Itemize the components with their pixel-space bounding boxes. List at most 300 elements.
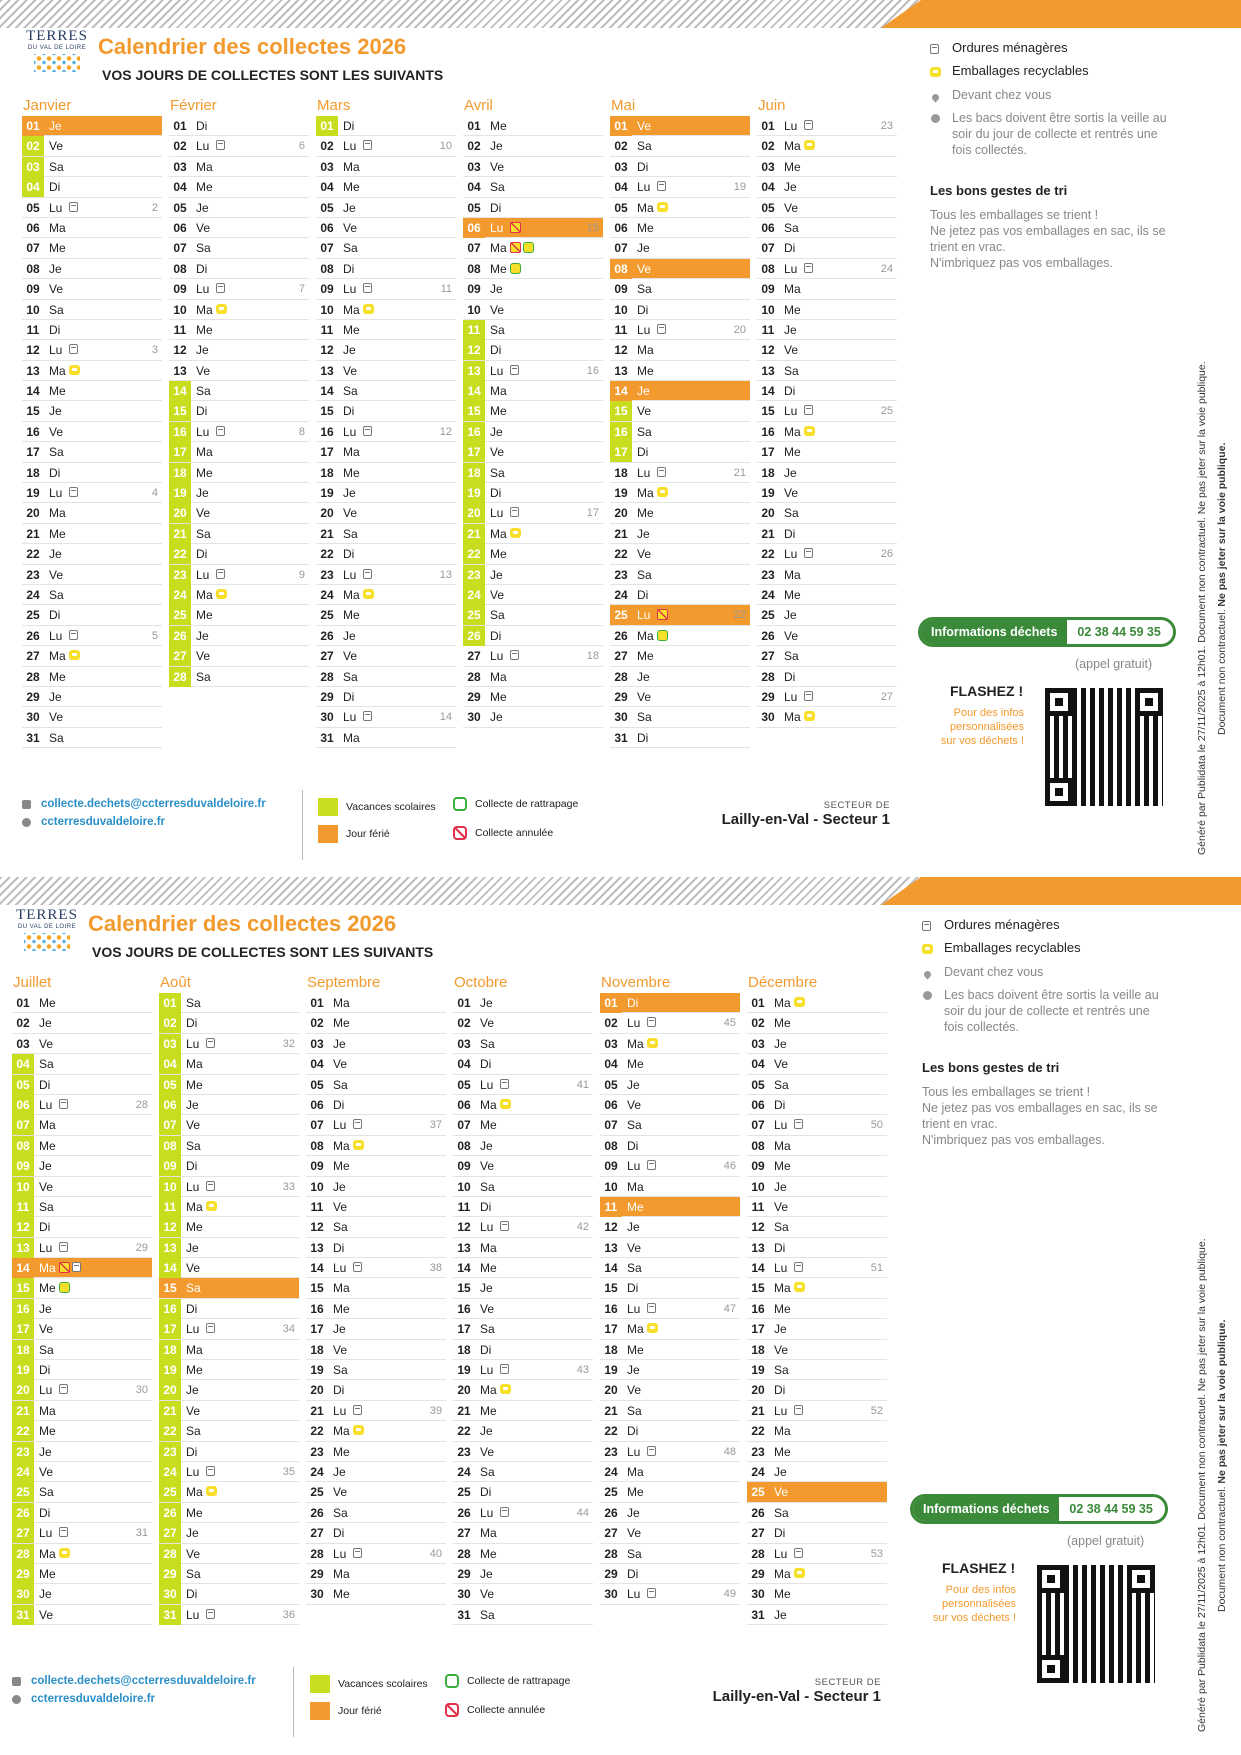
day-number: 24: [159, 1462, 181, 1482]
day-row: [22, 585, 162, 605]
day-row: [757, 238, 897, 258]
day-of-week: Ve: [784, 200, 799, 215]
day-of-week: Je: [343, 628, 356, 643]
day-of-week: Di: [627, 1424, 639, 1439]
day-of-week: Ve: [49, 139, 64, 154]
day-of-week: Ma: [39, 1546, 56, 1561]
day-number: 11: [614, 322, 628, 337]
day-of-week: Sa: [186, 996, 201, 1010]
bin-icon: [794, 1405, 803, 1415]
day-number: 11: [159, 1197, 181, 1217]
gestes-line: N'imbriquez pas vos emballages.: [930, 256, 1114, 270]
collection-icons: [59, 1282, 70, 1293]
day-number: 12: [614, 343, 628, 358]
day-of-week: Ma: [627, 1322, 644, 1337]
day-of-week: Ma: [637, 486, 654, 501]
day-of-week: Sa: [343, 526, 358, 541]
day-of-week: Ve: [637, 404, 652, 419]
day-number: 09: [310, 1159, 324, 1174]
day-row: [12, 1034, 152, 1054]
collection-icons: [353, 1140, 364, 1150]
day-number: 09: [26, 282, 40, 297]
day-row: [12, 1360, 152, 1380]
day-row: [12, 1482, 152, 1502]
day-number: 26: [614, 628, 628, 643]
day-number: 08: [751, 1138, 765, 1153]
month-column: [316, 96, 456, 748]
day-number: 26: [604, 1505, 618, 1520]
day-of-week: Lu: [196, 139, 210, 154]
day-of-week: Sa: [480, 1464, 495, 1479]
day-row: [159, 1258, 299, 1278]
day-of-week: Ma: [49, 649, 66, 664]
day-row: [453, 1503, 593, 1523]
day-of-week: Sa: [784, 649, 799, 664]
day-of-week: Di: [343, 689, 355, 704]
catchup-icon: [510, 263, 521, 274]
day-number: 02: [159, 1013, 181, 1033]
day-row: [757, 565, 897, 585]
day-number: 16: [751, 1301, 765, 1316]
day-number: 02: [310, 1016, 324, 1031]
day-number: 12: [159, 1217, 181, 1237]
day-number: 07: [320, 241, 334, 256]
day-of-week: Ve: [637, 119, 652, 133]
week-number: 9: [298, 568, 305, 581]
day-of-week: Ve: [480, 1016, 495, 1031]
day-row: [600, 993, 740, 1013]
day-of-week: Di: [480, 1485, 492, 1500]
day-row: [463, 381, 603, 401]
day-number: 03: [173, 159, 187, 174]
day-row: [610, 463, 750, 483]
day-of-week: Ma: [196, 302, 213, 317]
day-number: 20: [457, 1383, 471, 1398]
day-row: [169, 340, 309, 360]
day-row: [169, 585, 309, 605]
day-row: [757, 463, 897, 483]
day-number: 18: [463, 463, 485, 483]
day-row: [169, 667, 309, 687]
day-of-week: Di: [627, 1138, 639, 1153]
day-number: 05: [614, 200, 628, 215]
day-row: [600, 1340, 740, 1360]
day-number: 21: [26, 526, 40, 541]
legend-emballages: [930, 63, 1172, 80]
day-number: 17: [463, 442, 485, 462]
collection-icons: [59, 1548, 70, 1558]
vertical-note-b: Ne pas jeter sur la voie publique.: [1216, 1319, 1228, 1484]
day-row: [306, 1258, 446, 1278]
collection-icons: [657, 487, 668, 497]
day-number: 23: [604, 1444, 618, 1459]
day-number: 02: [22, 136, 44, 156]
day-of-week: Je: [784, 322, 797, 337]
day-row: [610, 524, 750, 544]
day-of-week: Ma: [333, 1566, 350, 1581]
day-number: 14: [12, 1258, 34, 1278]
bin-icon: [804, 120, 813, 130]
day-number: 19: [310, 1363, 324, 1378]
day-row: [453, 1217, 593, 1237]
day-row: [22, 565, 162, 585]
day-of-week: Je: [186, 1383, 199, 1398]
legend-right: [930, 40, 1172, 164]
day-number: 10: [26, 302, 40, 317]
day-number: 10: [173, 302, 187, 317]
day-of-week: Je: [39, 1587, 52, 1602]
day-of-week: Sa: [637, 424, 652, 439]
day-row: [600, 1360, 740, 1380]
day-row: [757, 687, 897, 707]
bag-icon: [69, 650, 80, 660]
day-of-week: Sa: [784, 363, 799, 378]
vacances-swatch: [310, 1675, 330, 1693]
collection-icons: [657, 181, 666, 191]
collection-icons: [510, 222, 521, 233]
day-row: [12, 1564, 152, 1584]
day-of-week: Ma: [774, 1566, 791, 1581]
day-row: [610, 401, 750, 421]
day-number: 03: [467, 159, 481, 174]
bag-icon: [794, 1282, 805, 1292]
info-phone[interactable]: 02 38 44 59 35: [1069, 1502, 1153, 1516]
day-row: [316, 361, 456, 381]
day-of-week: Ma: [196, 445, 213, 460]
day-of-week: Ma: [49, 363, 66, 378]
day-number: 07: [604, 1118, 618, 1133]
month-name: Septembre: [307, 974, 381, 991]
day-number: 16: [463, 422, 485, 442]
day-of-week: Ma: [784, 282, 801, 297]
vacances-swatch: [318, 798, 338, 816]
annulee-swatch: [445, 1703, 459, 1717]
collection-icons: [363, 426, 372, 436]
day-row: [316, 218, 456, 238]
day-row: [306, 1544, 446, 1564]
day-row: [159, 1584, 299, 1604]
day-row: [610, 728, 750, 748]
web-icon: [12, 1695, 21, 1704]
day-number: 05: [12, 1075, 34, 1095]
legend-ordures: [922, 917, 1164, 934]
day-row: [453, 993, 593, 1013]
day-of-week: Ma: [627, 1464, 644, 1479]
collection-icons: [363, 711, 372, 721]
week-number: 23: [880, 120, 893, 132]
qr-code[interactable]: [1037, 1565, 1155, 1683]
day-row: [316, 401, 456, 421]
day-of-week: Di: [774, 1526, 786, 1541]
day-row: [453, 1278, 593, 1298]
day-number: 20: [26, 506, 40, 521]
week-number: 53: [870, 1547, 883, 1560]
day-of-week: Je: [49, 119, 62, 133]
day-row: [610, 646, 750, 666]
week-number: 51: [870, 1262, 883, 1275]
footer-email-link[interactable]: collecte.dechets@ccterresduvaldeloire.fr: [41, 798, 266, 810]
legend-emballages-label: Emballages recyclables: [944, 940, 1081, 955]
week-number: 5: [151, 629, 158, 642]
day-row: [159, 1238, 299, 1258]
day-number: 01: [761, 119, 775, 133]
day-row: [12, 1095, 152, 1115]
bin-icon: [353, 1119, 362, 1129]
day-of-week: Ma: [784, 424, 801, 439]
day-row: [747, 1136, 887, 1156]
day-of-week: Ve: [186, 1546, 201, 1561]
day-row: [169, 463, 309, 483]
day-number: 26: [26, 628, 40, 643]
day-row: [600, 1299, 740, 1319]
day-of-week: Ve: [480, 1587, 495, 1602]
day-number: 28: [320, 669, 334, 684]
day-number: 30: [751, 1587, 765, 1602]
day-of-week: Me: [490, 119, 507, 133]
day-of-week: Ve: [480, 1444, 495, 1459]
day-of-week: Ma: [333, 1424, 350, 1439]
bag-icon: [804, 426, 815, 436]
week-number: 17: [586, 507, 599, 520]
day-row: [169, 177, 309, 197]
day-number: 27: [457, 1526, 471, 1541]
day-number: 22: [310, 1424, 324, 1439]
day-row: [22, 157, 162, 177]
day-row: [747, 1177, 887, 1197]
bin-icon: [647, 1588, 656, 1598]
collection-icons: [804, 691, 813, 701]
day-of-week: Lu: [627, 1159, 641, 1174]
day-of-week: Di: [343, 404, 355, 419]
footer-site-link[interactable]: ccterresduvaldeloire.fr: [41, 816, 166, 828]
day-of-week: Ma: [333, 996, 350, 1010]
vertical-note-2: [1216, 443, 1228, 735]
collection-icons: [216, 140, 225, 150]
day-of-week: Je: [480, 1424, 493, 1439]
day-of-week: Di: [774, 1240, 786, 1255]
day-row: [12, 1380, 152, 1400]
day-of-week: Lu: [196, 282, 210, 297]
week-number: 35: [282, 1465, 295, 1478]
week-number: 22: [733, 609, 746, 622]
secteur-label: SECTEUR DE: [823, 800, 890, 811]
week-number: 50: [870, 1119, 883, 1132]
day-number: 16: [761, 424, 775, 439]
day-row: [453, 1299, 593, 1319]
day-of-week: Me: [196, 180, 213, 195]
day-of-week: Lu: [637, 465, 651, 480]
day-row: [600, 1115, 740, 1135]
day-row: [316, 565, 456, 585]
collection-icons: [363, 283, 372, 293]
day-number: 13: [614, 363, 628, 378]
day-number: 19: [159, 1360, 181, 1380]
day-row: [159, 1115, 299, 1135]
day-number: 24: [463, 585, 485, 605]
bin-icon: [510, 507, 519, 517]
bag-icon: [59, 1548, 70, 1558]
day-row: [600, 1421, 740, 1441]
day-number: 28: [310, 1546, 324, 1561]
day-row: [306, 1034, 446, 1054]
collection-icons: [647, 1160, 656, 1170]
day-row: [169, 116, 309, 136]
day-number: 17: [310, 1322, 324, 1337]
day-of-week: Me: [774, 1159, 791, 1174]
day-row: [757, 218, 897, 238]
day-of-week: Lu: [784, 261, 798, 276]
qr-finder: [1037, 1565, 1065, 1593]
day-of-week: Ve: [343, 220, 358, 235]
day-number: 01: [173, 119, 187, 133]
day-number: 03: [310, 1036, 324, 1051]
day-row: [600, 1564, 740, 1584]
day-row: [453, 1360, 593, 1380]
day-of-week: Ma: [637, 343, 654, 358]
bag-icon: [353, 1140, 364, 1150]
cancelled-icon: [657, 609, 668, 620]
day-number: 04: [159, 1054, 181, 1074]
day-number: 15: [320, 404, 334, 419]
week-number: 52: [870, 1404, 883, 1417]
day-row: [306, 1401, 446, 1421]
bin-icon: [363, 426, 372, 436]
week-number: 41: [576, 1078, 589, 1091]
day-number: 15: [604, 1281, 618, 1296]
month-name: Mars: [317, 97, 351, 114]
day-row: [600, 1075, 740, 1095]
day-of-week: Lu: [637, 322, 651, 337]
month-column: [159, 973, 299, 1625]
day-number: 10: [310, 1179, 324, 1194]
day-number: 17: [751, 1322, 765, 1337]
catchup-icon: [59, 1282, 70, 1293]
week-number: 27: [880, 690, 893, 703]
legend-emballages-label: Emballages recyclables: [952, 63, 1089, 78]
qr-code[interactable]: [1045, 688, 1163, 806]
day-number: 02: [604, 1016, 618, 1031]
legend-devant: [922, 965, 1164, 981]
day-row: [610, 238, 750, 258]
day-number: 28: [159, 1544, 181, 1564]
bin-icon: [657, 181, 666, 191]
day-number: 18: [310, 1342, 324, 1357]
day-number: 03: [457, 1036, 471, 1051]
day-row: [169, 259, 309, 279]
logo-dots: [24, 933, 70, 951]
day-number: 07: [751, 1118, 765, 1133]
day-of-week: Ma: [343, 730, 360, 745]
info-free: (appel gratuit): [1067, 1534, 1145, 1548]
day-of-week: Sa: [774, 1077, 789, 1092]
day-number: 12: [761, 343, 775, 358]
footer-email-link[interactable]: collecte.dechets@ccterresduvaldeloire.fr: [31, 1675, 256, 1687]
day-number: 18: [12, 1340, 34, 1360]
day-of-week: Lu: [333, 1546, 347, 1561]
day-row: [169, 565, 309, 585]
day-of-week: Sa: [39, 1342, 54, 1357]
day-number: 09: [159, 1156, 181, 1176]
day-of-week: Ve: [39, 1036, 54, 1051]
day-row: [169, 279, 309, 299]
day-row: [22, 442, 162, 462]
day-number: 25: [159, 1482, 181, 1502]
day-row: [463, 463, 603, 483]
day-number: 08: [604, 1138, 618, 1153]
catchup-icon: [657, 630, 668, 641]
collection-icons: [804, 140, 815, 150]
day-row: [610, 687, 750, 707]
collection-icons: [500, 1507, 509, 1517]
info-phone[interactable]: 02 38 44 59 35: [1077, 625, 1161, 639]
day-of-week: Je: [627, 1363, 640, 1378]
day-row: [159, 1401, 299, 1421]
day-of-week: Sa: [490, 465, 505, 480]
month-column: [453, 973, 593, 1625]
day-number: 17: [604, 1322, 618, 1337]
footer-site-link[interactable]: ccterresduvaldeloire.fr: [31, 1693, 156, 1705]
bag-icon: [206, 1201, 217, 1211]
day-number: 06: [463, 218, 485, 238]
day-number: 30: [467, 710, 481, 725]
vertical-note-2: [1216, 1320, 1228, 1612]
day-of-week: Sa: [186, 1281, 201, 1296]
day-row: [600, 1380, 740, 1400]
bin-icon: [216, 426, 225, 436]
day-row: [747, 1442, 887, 1462]
week-number: 7: [298, 283, 305, 296]
day-number: 24: [320, 587, 334, 602]
day-row: [453, 1156, 593, 1176]
day-number: 11: [173, 322, 187, 337]
collection-icons: [804, 263, 813, 273]
day-row: [316, 136, 456, 156]
week-number: 33: [282, 1180, 295, 1193]
collection-icons: [510, 263, 521, 274]
day-of-week: Sa: [490, 608, 505, 623]
day-number: 10: [467, 302, 481, 317]
day-number: 12: [173, 343, 187, 358]
day-number: 30: [604, 1587, 618, 1602]
day-row: [159, 1380, 299, 1400]
collection-icons: [206, 1201, 217, 1211]
month-column: [600, 973, 740, 1605]
day-row: [12, 1340, 152, 1360]
collection-icons: [657, 202, 668, 212]
legend-bacs-label: Les bacs doivent être sortis la veille au soir du jour de collecte et rentrés une fois collectés.: [952, 111, 1167, 157]
week-number: 45: [723, 1017, 736, 1030]
bag-icon: [363, 304, 374, 314]
day-row: [159, 1421, 299, 1441]
bin-icon: [206, 1609, 215, 1619]
collection-icons: [363, 589, 374, 599]
day-number: 08: [761, 261, 775, 276]
legend-emballages: [922, 940, 1164, 957]
day-number: 01: [600, 993, 622, 1013]
month-name: Janvier: [23, 97, 72, 114]
day-row: [22, 401, 162, 421]
day-row: [463, 136, 603, 156]
day-row: [159, 1360, 299, 1380]
day-row: [757, 381, 897, 401]
collection-icons: [647, 1303, 656, 1313]
day-number: 14: [761, 384, 775, 399]
day-of-week: Je: [490, 567, 503, 582]
gestes-line: Tous les emballages se trient !: [930, 208, 1099, 222]
day-row: [453, 1177, 593, 1197]
day-of-week: Je: [39, 1016, 52, 1031]
day-row: [22, 687, 162, 707]
